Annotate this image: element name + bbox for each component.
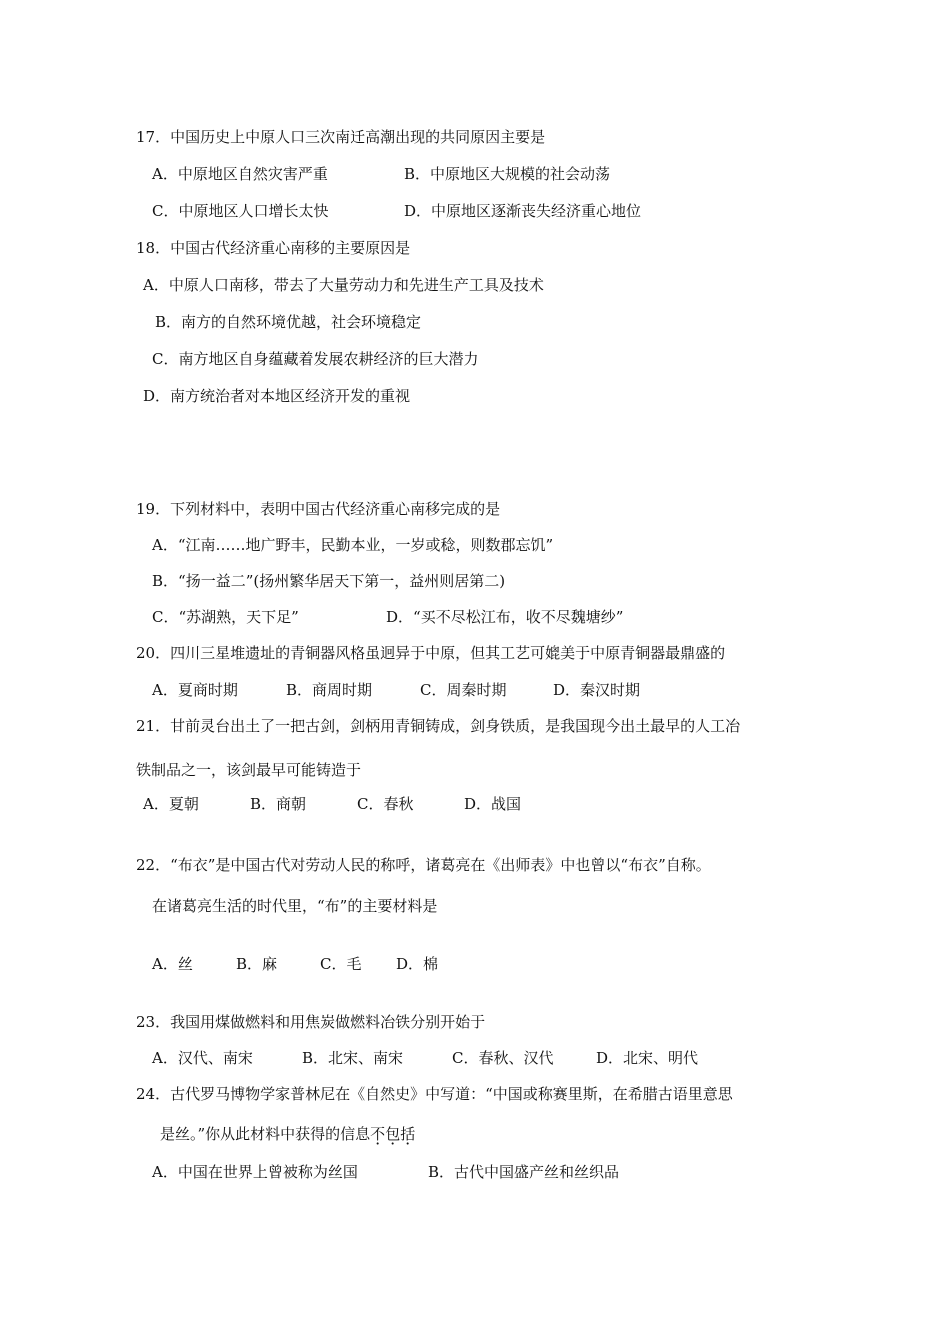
q19-option-a: A．“江南……地广野丰，民勤本业，一岁或稔，则数郡忘饥”: [152, 536, 554, 554]
q24-emphasis: [370, 1125, 415, 1143]
q20-option-c: C．周秦时期: [420, 681, 507, 699]
q24-stem-line2: [160, 1124, 415, 1144]
q24-option-a: A．中国在世界上曾被称为丝国: [152, 1163, 358, 1181]
q19-option-c: C．“苏湖熟，天下足”: [152, 608, 299, 626]
q24-stem-line1: 24．古代罗马博物学家普林尼在《自然史》中写道：“中国或称赛里斯，在希腊古语里意思: [136, 1085, 733, 1103]
q20-stem: 20．四川三星堆遗址的青铜器风格虽迥异于中原，但其工艺可媲美于中原青铜器最鼎盛的: [136, 644, 726, 662]
q17-stem: 17．中国历史上中原人口三次南迁高潮出现的共同原因主要是: [136, 128, 546, 146]
q19-stem: 19．下列材料中，表明中国古代经济重心南移完成的是: [136, 500, 501, 518]
q23-option-d: D．北宋、明代: [596, 1049, 699, 1067]
q21-stem-line2: 铁制品之一，该剑最早可能铸造于: [136, 761, 362, 779]
emphasis-char: 不: [370, 1125, 386, 1143]
q22-option-a: A．丝: [152, 955, 193, 973]
q22-stem-line1: 22．“布衣”是中国古代对劳动人民的称呼，诸葛亮在《出师表》中也曾以“布衣”自称。: [136, 856, 711, 874]
q17-option-d: D．中原地区逐渐丧失经济重心地位: [404, 202, 642, 220]
q17-option-b: B．中原地区大规模的社会动荡: [404, 165, 611, 183]
q23-option-b: B．北宋、南宋: [302, 1049, 404, 1067]
q18-option-a: A．中原人口南移，带去了大量劳动力和先进生产工具及技术: [143, 276, 544, 294]
q20-option-b: B．商周时期: [286, 681, 373, 699]
q21-option-b: B．商朝: [250, 795, 307, 813]
emphasis-char: 包: [385, 1125, 401, 1143]
q21-option-c: C．春秋: [357, 795, 414, 813]
emphasis-char: 括: [400, 1125, 416, 1143]
q18-option-b: B．南方的自然环境优越，社会环境稳定: [155, 313, 422, 331]
q20-option-a: A．夏商时期: [152, 681, 238, 699]
q24-option-b: B．古代中国盛产丝和丝织品: [428, 1163, 620, 1181]
q23-option-c: C．春秋、汉代: [452, 1049, 554, 1067]
q20-option-d: D．秦汉时期: [553, 681, 641, 699]
q23-option-a: A．汉代、南宋: [152, 1049, 253, 1067]
q24-stem-text: 是丝。”你从此材料中获得的信息: [160, 1125, 371, 1143]
q18-stem: 18．中国古代经济重心南移的主要原因是: [136, 239, 411, 257]
q22-option-c: C．毛: [320, 955, 362, 973]
q23-stem: 23．我国用煤做燃料和用焦炭做燃料冶铁分别开始于: [136, 1013, 486, 1031]
q18-option-d: D．南方统治者对本地区经济开发的重视: [143, 387, 411, 405]
q21-option-a: A．夏朝: [143, 795, 199, 813]
q22-option-d: D．棉: [396, 955, 439, 973]
q19-option-d: D．“买不尽松江布，收不尽魏塘纱”: [386, 608, 624, 626]
q17-option-c: C．中原地区人口增长太快: [152, 202, 329, 220]
q22-option-b: B．麻: [236, 955, 278, 973]
q19-option-b: B．“扬一益二”(扬州繁华居天下第一，益州则居第二): [152, 572, 506, 590]
q18-option-c: C．南方地区自身蕴藏着发展农耕经济的巨大潜力: [152, 350, 479, 368]
q21-option-d: D．战国: [464, 795, 522, 813]
q21-stem-line1: 21．甘前灵台出土了一把古剑，剑柄用青铜铸成，剑身铁质，是我国现今出土最早的人工冶: [136, 717, 741, 735]
q22-stem-line2: 在诸葛亮生活的时代里，“布”的主要材料是: [152, 897, 438, 915]
q17-option-a: A．中原地区自然灾害严重: [152, 165, 328, 183]
